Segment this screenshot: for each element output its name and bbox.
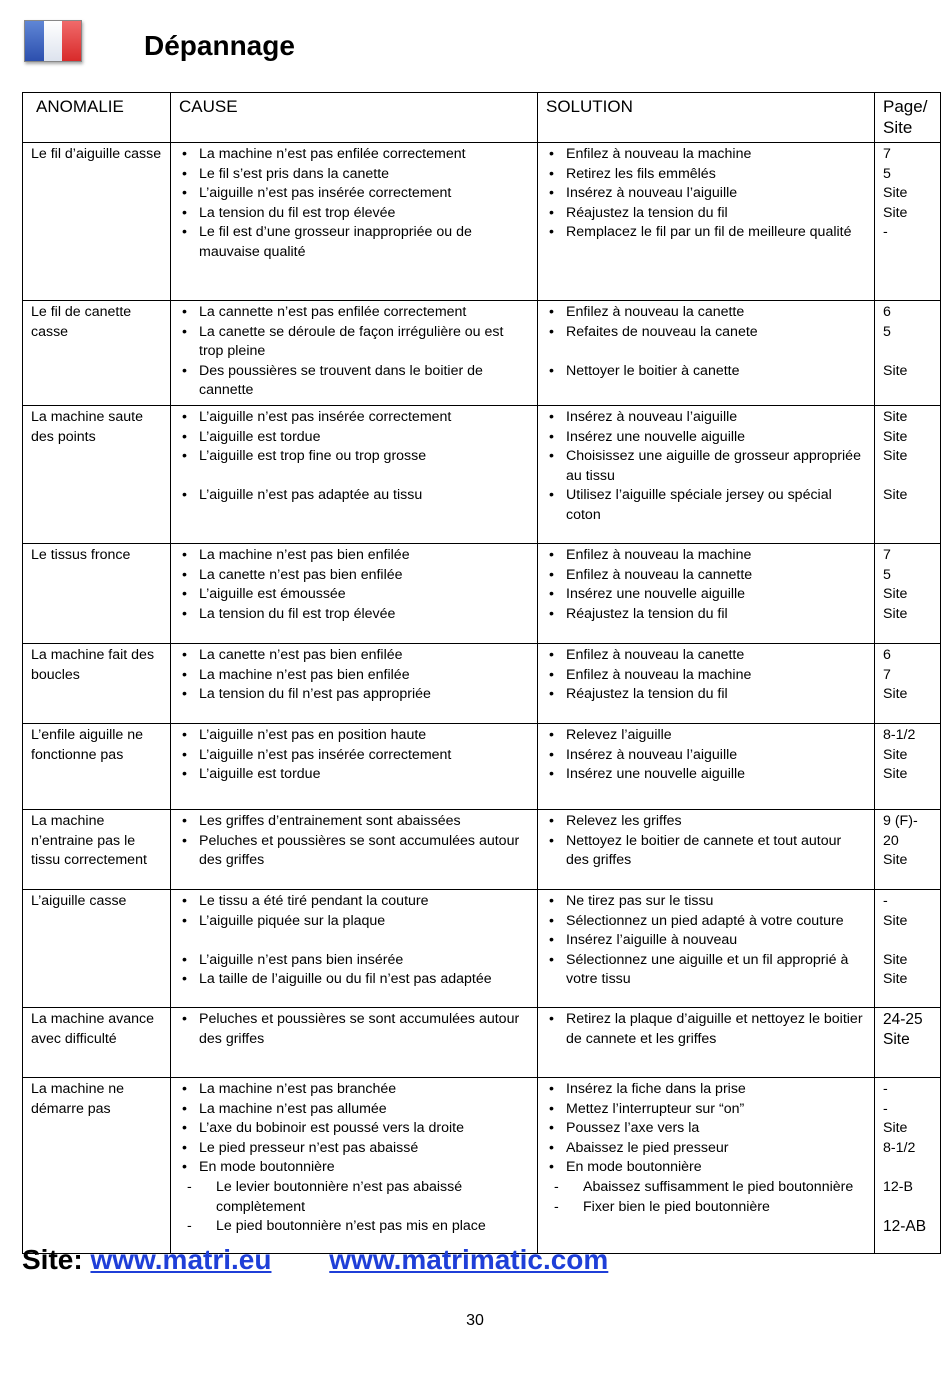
solution-item: - Abaissez suffisamment le pied boutonnière — [546, 1178, 866, 1198]
solution-item: • Relevez l’aiguille — [546, 726, 866, 746]
link-matrimatic[interactable]: www.matrimatic.com — [329, 1244, 609, 1275]
solution-item: • Réajustez la tension du fil — [546, 685, 866, 705]
cause-cell — [171, 405, 538, 543]
table-row — [23, 643, 941, 723]
page-title: Dépannage — [144, 30, 295, 61]
page-ref — [883, 467, 932, 487]
anomaly-cell: L’enfile aiguille ne fonctionne pas — [23, 723, 171, 809]
cause-item: • L’aiguille est tordue — [179, 765, 529, 785]
page-ref: Site — [883, 362, 908, 379]
anomaly-cell: Le tissus fronce — [23, 543, 171, 643]
cause-item: • L’aiguille est tordue — [179, 428, 529, 448]
cause-cell — [171, 1077, 538, 1253]
page-ref — [883, 1158, 932, 1178]
cause-item: - Le levier boutonnière n’est pas abaissé complètement — [179, 1178, 529, 1217]
cause-item: • La machine n’est pas bien enfilée — [179, 666, 529, 686]
solution-item: • Enfilez à nouveau la cannette — [546, 566, 866, 586]
solution-item: • Réajustez la tension du fil — [546, 605, 866, 625]
cause-item: • La canette n’est pas bien enfilée — [179, 566, 529, 586]
page-ref: Site — [883, 605, 908, 622]
solution-item — [546, 342, 866, 362]
solution-item: • Remplacez le fil par un fil de meilleure qualité — [546, 223, 866, 243]
header-anomalie: ANOMALIE — [23, 93, 171, 143]
cause-item: • En mode boutonnière — [179, 1158, 529, 1178]
page-cell — [875, 405, 941, 543]
page-cell — [875, 1077, 941, 1253]
table-row — [23, 405, 941, 543]
page-ref: Site — [883, 428, 908, 445]
cause-item: • La taille de l’aiguille ou du fil n’est pas adaptée — [179, 970, 529, 990]
page-ref: 5 — [883, 165, 891, 182]
page-ref: Site — [883, 1120, 908, 1137]
footer-site-line — [22, 1244, 608, 1276]
page-ref: 20 — [883, 832, 899, 849]
troubleshooting-table — [22, 92, 941, 1254]
cause-item: • L’aiguille n’est pas insérée correctement — [179, 408, 529, 428]
solution-item: • Poussez l’axe vers la — [546, 1119, 866, 1139]
page-ref: Site — [883, 185, 908, 202]
header-cause: CAUSE — [171, 93, 538, 143]
link-matri[interactable]: www.matri.eu — [90, 1244, 272, 1275]
cause-item: • L’aiguille n’est pas adaptée au tissu — [179, 486, 529, 506]
solution-item: • En mode boutonnière — [546, 1158, 866, 1178]
anomaly-cell: Le fil d’aiguille casse — [23, 143, 171, 301]
cause-cell — [171, 809, 538, 889]
page-cell — [875, 301, 941, 406]
solution-item: • Nettoyez le boitier de cannete et tout autour des griffes — [546, 832, 866, 871]
page-ref: - — [883, 1100, 888, 1117]
solution-cell — [538, 143, 875, 301]
page-ref: 8-1/2 — [883, 726, 916, 743]
anomaly-cell: La machine n’entraine pas le tissu correctement — [23, 809, 171, 889]
page-cell — [875, 1007, 941, 1077]
page-ref: 7 — [883, 666, 891, 683]
page-ref: Site — [883, 408, 908, 425]
cause-item: • La cannette n’est pas enfilée correctement — [179, 303, 529, 323]
cause-item — [179, 467, 529, 487]
solution-cell — [538, 543, 875, 643]
cause-item: • Le tissu a été tiré pendant la couture — [179, 892, 529, 912]
page-ref: Site — [883, 1030, 910, 1048]
cause-item: - Le pied boutonnière n’est pas mis en place — [179, 1217, 529, 1237]
page-ref: Site — [883, 971, 908, 988]
page-ref: 6 — [883, 304, 891, 320]
cause-cell — [171, 889, 538, 1007]
header-solution: SOLUTION — [538, 93, 875, 143]
page-cell — [875, 643, 941, 723]
solution-item: • Enfilez à nouveau la canette — [546, 303, 866, 323]
cause-item: • L’aiguille n’est pas insérée correctement — [179, 746, 529, 766]
page-ref: Site — [883, 586, 908, 603]
cause-item: • La canette se déroule de façon irrégulière ou est trop pleine — [179, 323, 529, 362]
solution-item: • Insérez une nouvelle aiguille — [546, 428, 866, 448]
cause-item: • La machine n’est pas branchée — [179, 1080, 529, 1100]
table-row — [23, 723, 941, 809]
page-ref: 7 — [883, 146, 891, 162]
site-label: Site: — [22, 1244, 83, 1275]
anomaly-cell: L’aiguille casse — [23, 889, 171, 1007]
solution-item: • Enfilez à nouveau la canette — [546, 646, 866, 666]
page-ref: Site — [883, 487, 908, 504]
cause-item: • Les griffes d’entrainement sont abaissées — [179, 812, 529, 832]
page-ref: Site — [883, 852, 908, 869]
table-row — [23, 543, 941, 643]
page-ref: 24-25 — [883, 1010, 923, 1028]
cause-cell — [171, 1007, 538, 1077]
anomaly-cell: La machine saute des points — [23, 405, 171, 543]
solution-item: • Réajustez la tension du fil — [546, 204, 866, 224]
solution-cell — [538, 643, 875, 723]
solution-item: • Choisissez une aiguille de grosseur appropriée au tissu — [546, 447, 866, 486]
solution-item: • Insérez une nouvelle aiguille — [546, 765, 866, 785]
cause-item: • Le pied presseur n’est pas abaissé — [179, 1139, 529, 1159]
page-ref: 8-1/2 — [883, 1139, 916, 1156]
page-cell — [875, 543, 941, 643]
anomaly-cell: La machine fait des boucles — [23, 643, 171, 723]
solution-item: • Nettoyer le boitier à canette — [546, 362, 866, 382]
solution-item: • Insérez à nouveau l’aiguille — [546, 408, 866, 428]
table-row — [23, 143, 941, 301]
page-ref: Site — [883, 912, 908, 929]
table-row — [23, 301, 941, 406]
page-cell — [875, 889, 941, 1007]
page-ref: 6 — [883, 646, 891, 663]
cause-item: • La machine n’est pas enfilée correctement — [179, 145, 529, 165]
solution-item: • Insérez la fiche dans la prise — [546, 1080, 866, 1100]
page-ref: - — [883, 224, 888, 241]
cause-item: • Peluches et poussières se sont accumulées autour des griffes — [179, 832, 529, 871]
solution-cell — [538, 723, 875, 809]
table-header-row — [23, 93, 941, 143]
cause-cell — [171, 143, 538, 301]
solution-cell — [538, 1077, 875, 1253]
table-row — [23, 1077, 941, 1253]
solution-item: • Enfilez à nouveau la machine — [546, 546, 866, 566]
solution-item: • Relevez les griffes — [546, 812, 866, 832]
page-ref — [883, 931, 932, 951]
cause-item: • L’aiguille piquée sur la plaque — [179, 912, 529, 932]
cause-item: • L’aiguille n’est pas insérée correctement — [179, 184, 529, 204]
header-page-site: Page/ Site — [875, 93, 941, 143]
page-ref: 7 — [883, 546, 891, 563]
solution-item: • Mettez l’interrupteur sur “on” — [546, 1100, 866, 1120]
page-number: 30 — [466, 1312, 484, 1329]
cause-item: • Le fil s’est pris dans la canette — [179, 165, 529, 185]
solution-item: • Abaissez le pied presseur — [546, 1139, 866, 1159]
anomaly-cell: La machine ne démarre pas — [23, 1077, 171, 1253]
solution-cell — [538, 405, 875, 543]
solution-item: • Sélectionnez une aiguille et un fil approprié à votre tissu — [546, 951, 866, 990]
page-cell — [875, 723, 941, 809]
solution-item: • Insérez l’aiguille à nouveau — [546, 931, 866, 951]
page-ref: Site — [883, 204, 908, 221]
cause-cell — [171, 301, 538, 406]
cause-item: • Des poussières se trouvent dans le boitier de cannette — [179, 362, 529, 401]
page-ref: - — [883, 892, 888, 909]
solution-item: • Ne tirez pas sur le tissu — [546, 892, 866, 912]
solution-cell — [538, 301, 875, 406]
cause-cell — [171, 543, 538, 643]
page-ref: 5 — [883, 323, 891, 340]
page-ref: 9 (F)- — [883, 812, 918, 829]
page-ref — [883, 1198, 932, 1218]
solution-item: • Refaites de nouveau la canete — [546, 323, 866, 343]
table-row — [23, 889, 941, 1007]
page-ref: 12-B — [883, 1178, 913, 1195]
cause-item: • L’aiguille n’est pas en position haute — [179, 726, 529, 746]
table-row — [23, 1007, 941, 1077]
cause-item: • La tension du fil est trop élevée — [179, 204, 529, 224]
cause-item: • L’axe du bobinoir est poussé vers la droite — [179, 1119, 529, 1139]
cause-item: • Le fil est d’une grosseur inappropriée ou de mauvaise qualité — [179, 223, 529, 262]
french-flag-icon — [24, 20, 82, 62]
solution-item: • Sélectionnez un pied adapté à votre couture — [546, 912, 866, 932]
cause-cell — [171, 723, 538, 809]
table-row — [23, 809, 941, 889]
cause-item — [179, 931, 529, 951]
anomaly-cell: La machine avance avec difficulté — [23, 1007, 171, 1077]
page-ref: - — [883, 1080, 888, 1097]
page-cell — [875, 809, 941, 889]
cause-item: • La canette n’est pas bien enfilée — [179, 646, 529, 666]
cause-item: • La machine n’est pas allumée — [179, 1100, 529, 1120]
page-ref: Site — [883, 766, 908, 783]
page-ref — [883, 342, 932, 362]
page-ref: Site — [883, 686, 908, 703]
solution-cell — [538, 809, 875, 889]
page-ref: 5 — [883, 566, 891, 583]
page-ref: 12-AB — [883, 1218, 927, 1236]
cause-item: • Peluches et poussières se sont accumulées autour des griffes — [179, 1010, 529, 1049]
solution-item: • Retirez la plaque d’aiguille et nettoyez le boitier de cannete et les griffes — [546, 1010, 866, 1049]
page-cell — [875, 143, 941, 301]
solution-item: • Insérez à nouveau l’aiguille — [546, 184, 866, 204]
cause-item: • La tension du fil n’est pas appropriée — [179, 685, 529, 705]
solution-item: • Enfilez à nouveau la machine — [546, 666, 866, 686]
solution-item: • Enfilez à nouveau la machine — [546, 145, 866, 165]
solution-item: • Retirez les fils emmêlés — [546, 165, 866, 185]
page-ref: Site — [883, 746, 908, 763]
cause-cell — [171, 643, 538, 723]
solution-item: • Utilisez l’aiguille spéciale jersey ou spécial coton — [546, 486, 866, 525]
cause-item: • L’aiguille est émoussée — [179, 585, 529, 605]
solution-item: • Insérez à nouveau l’aiguille — [546, 746, 866, 766]
anomaly-cell: Le fil de canette casse — [23, 301, 171, 406]
solution-item: • Insérez une nouvelle aiguille — [546, 585, 866, 605]
cause-item: • La machine n’est pas bien enfilée — [179, 546, 529, 566]
solution-cell — [538, 889, 875, 1007]
solution-cell — [538, 1007, 875, 1077]
page-ref: Site — [883, 448, 908, 465]
cause-item: • L’aiguille n’est pans bien insérée — [179, 951, 529, 971]
cause-item: • La tension du fil est trop élevée — [179, 605, 529, 625]
cause-item: • L’aiguille est trop fine ou trop grosse — [179, 447, 529, 467]
page-ref: Site — [883, 951, 908, 968]
solution-item: - Fixer bien le pied boutonnière — [546, 1198, 866, 1218]
